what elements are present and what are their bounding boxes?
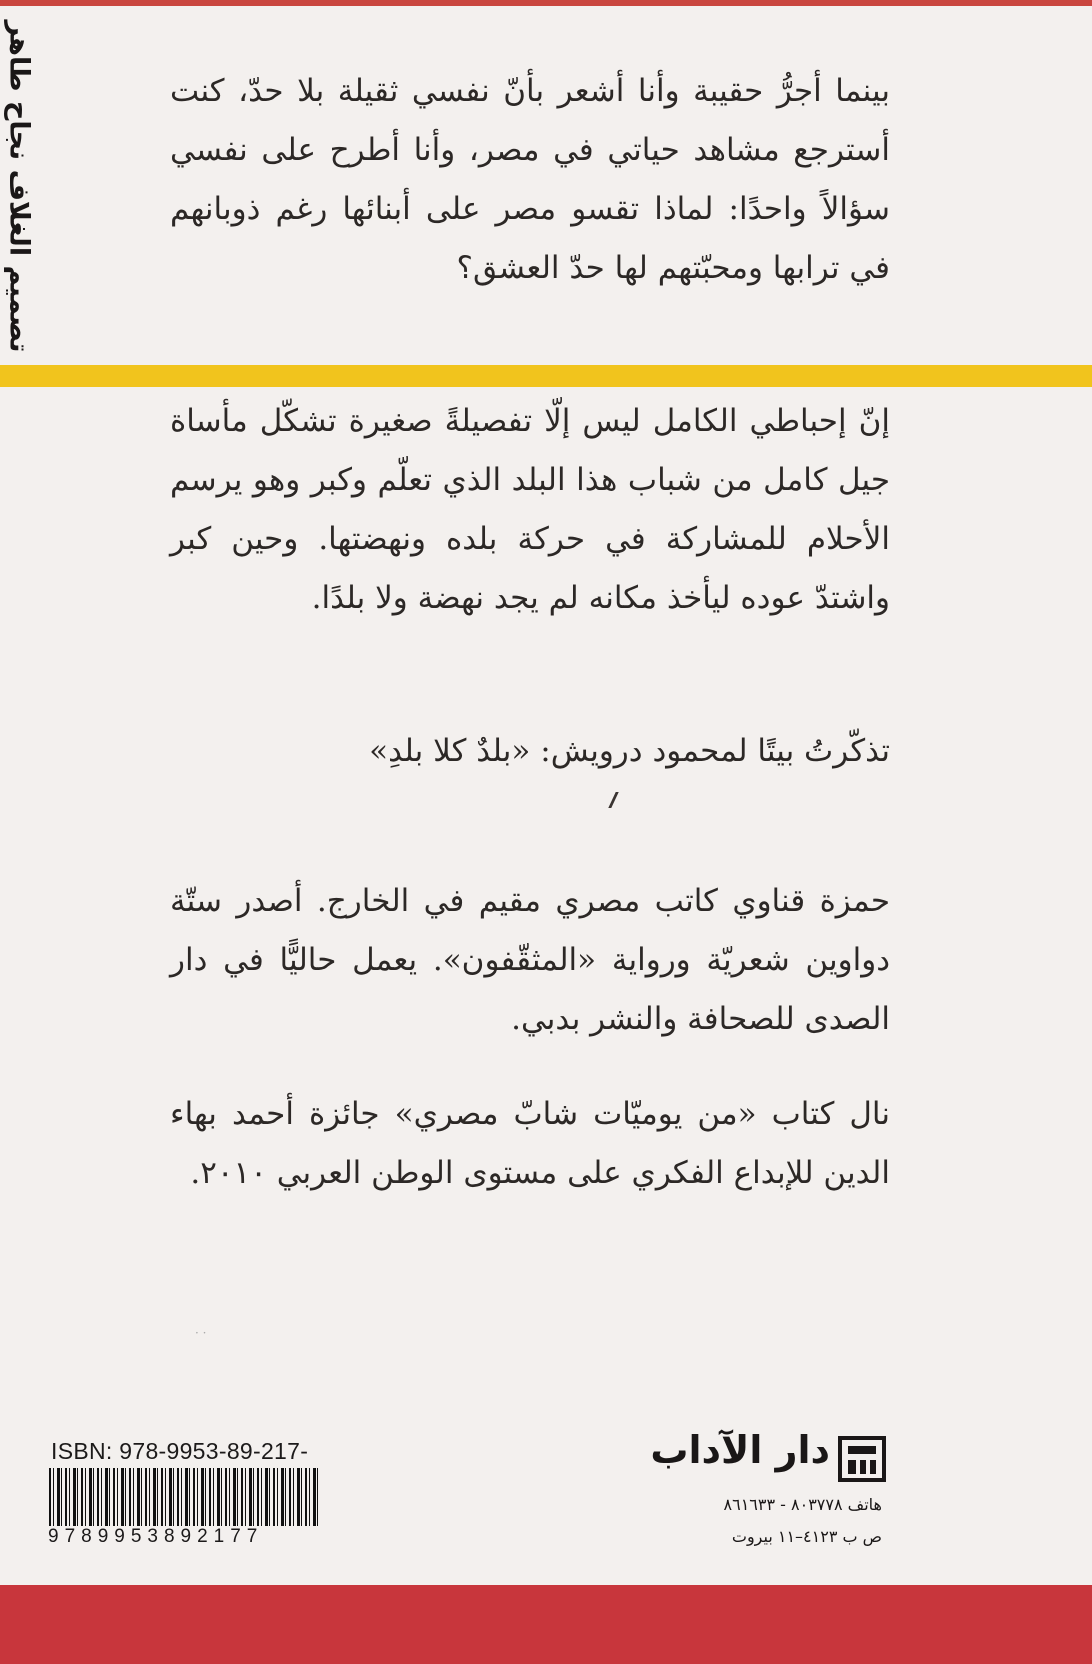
- stray-mark: [608, 792, 626, 808]
- publisher-phone: هاتف ٨٠٣٧٧٨ - ٨٦١٦٣٣: [723, 1495, 882, 1514]
- blurb-paragraph-2: إنّ إحباطي الكامل ليس إلّا تفصيلةً صغيرة تشكّل مأساة جيل كامل من شباب هذا البلد الذي تعلّم وكبر وهو يرسم الأحلام للمشاركة في حركة بلده ونهضتها. وحين كبر واشتدّ عوده ليأخذ مكانه لم يجد نهضة ولا بلدًا.: [170, 403, 890, 616]
- blurb-paragraph-1: بينما أجرُّ حقيبة وأنا أشعر بأنّ نفسي ثقيلة بلا حدّ، كنت أسترجع مشاهد حياتي في مصر، وأنا أطرح على نفسي سؤالاً واحدًا: لماذا تقسو مصر على أبنائها رغم ذوبانهم في ترابها ومحبّتهم لها حدّ العشق؟: [170, 73, 890, 286]
- blurb-quote: تذكّرتُ بيتًا لمحمود درويش: «بلدٌ كلا بلدِ»: [369, 733, 890, 769]
- publisher-pobox: ص ب ٤١٢٣–١١ بيروت: [731, 1527, 882, 1546]
- publisher-logo-icon: [838, 1436, 886, 1482]
- author-bio-paragraph-2: نال كتاب «من يوميّات شابّ مصري» جائزة أحمد بهاء الدين للإبداع الفكري على مستوى الوطن العربي ٢٠١٠.: [170, 1096, 890, 1191]
- isbn-barcode: [49, 1468, 319, 1530]
- barcode-digits: 9789953892177: [46, 1526, 326, 1548]
- author-bio-paragraph-1: حمزة قناوي كاتب مصري مقيم في الخارج. أصدر ستّة دواوين شعريّة ورواية «المثقّفون». يعمل حاليًّا في دار الصدى للصحافة والنشر بدبي.: [170, 883, 890, 1037]
- publisher-name: دار الآداب: [650, 1428, 830, 1472]
- bottom-red-band: [0, 1585, 1092, 1664]
- cover-design-credit: [0, 12, 38, 360]
- top-red-strip: [0, 0, 1092, 6]
- yellow-band: [0, 365, 1092, 387]
- isbn-label: ISBN: 978-9953-89-217-: [51, 1438, 309, 1464]
- cover-design-credit-text: تصميم الغلاف نجاح طاهر: [3, 19, 35, 353]
- speck: · ·: [195, 1326, 207, 1340]
